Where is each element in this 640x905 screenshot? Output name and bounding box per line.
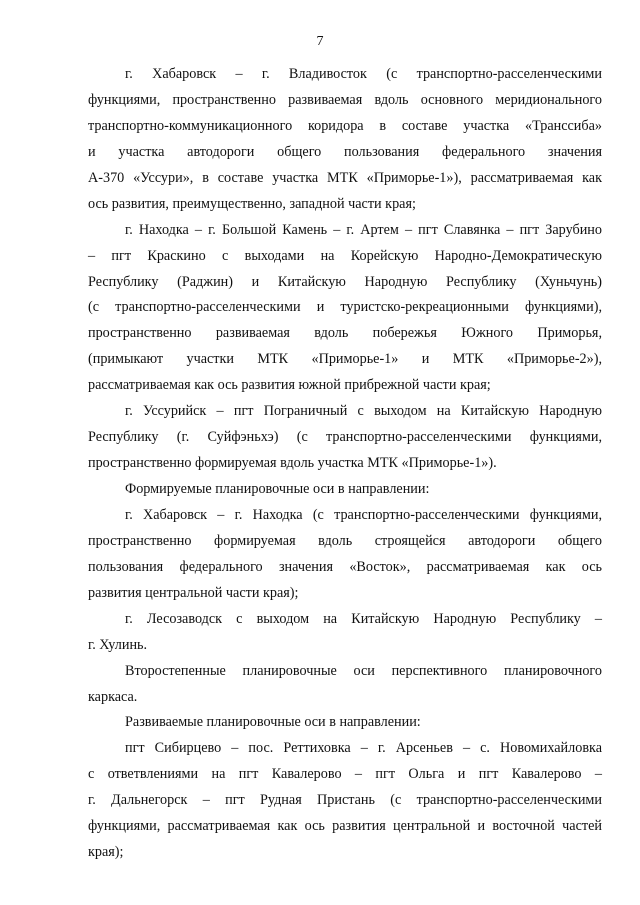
text-line: каркаса. [88, 688, 138, 705]
text-line: транспортно-коммуникационного коридора в составе участка «Транссиба» [88, 117, 602, 134]
text-line: г. Уссурийск – пгт Пограничный с выходом на Китайскую Народную [125, 403, 602, 420]
text-line: функциями, рассматриваемая как ось развития центральной и восточной частей [88, 818, 602, 835]
text-line: Формируемые планировочные оси в направлении: [125, 481, 430, 497]
text-line: функциями, пространственно развиваемая вдоль основного меридионального [88, 91, 602, 108]
text-line: Республику (Раджин) и Китайскую Народную Республику (Хуньчунь) [88, 273, 602, 290]
text-line: с ответвлениями на пгт Кавалерово – пгт Ольга и пгт Кавалерово – [88, 766, 602, 783]
text-line: развития центральной части края); [88, 584, 299, 601]
text-line: пгт Сибирцево – пос. Реттиховка – г. Арсеньев – с. Новомихайловка [125, 740, 602, 757]
body-text [88, 62, 602, 866]
text-line: Республику (г. Суйфэньхэ) (с транспортно-расселенческими функциями, [88, 429, 602, 446]
text-line: А-370 «Уссури», в составе участка МТК «Приморье-1»), рассматриваемая как [88, 169, 602, 186]
text-line: г. Хабаровск – г. Находка (с транспортно-расселенческими функциями, [125, 506, 602, 523]
text-line: пространственно развиваемая вдоль побережья Южного Приморья, [88, 325, 602, 342]
text-line: Второстепенные планировочные оси перспективного планировочного [125, 662, 602, 679]
text-line: пространственно формируемая вдоль участка МТК «Приморье-1»). [88, 455, 497, 472]
text-line: г. Хабаровск – г. Владивосток (с транспортно-расселенческими [125, 66, 602, 82]
text-line: Развиваемые планировочные оси в направлении: [125, 714, 421, 731]
text-line: края); [88, 844, 124, 861]
text-line: – пгт Краскино с выходами на Корейскую Народно-Демократическую [88, 247, 602, 264]
text-line: г. Находка – г. Большой Камень – г. Артем – пгт Славянка – пгт Зарубино [125, 221, 602, 238]
text-line: рассматриваемая как ось развития южной прибрежной части края; [88, 377, 491, 394]
text-line: ось развития, преимущественно, западной части края; [88, 195, 416, 212]
text-line: пользования федерального значения «Восток», рассматриваемая как ось [88, 558, 602, 575]
text-line: г. Дальнегорск – пгт Рудная Пристань (с транспортно-расселенческими [88, 792, 602, 809]
text-line: г. Лесозаводск с выходом на Китайскую Народную Республику – [125, 610, 602, 627]
text-line: пространственно формируемая вдоль строящейся автодороги общего [88, 532, 602, 549]
text-line: г. Хулинь. [88, 636, 148, 653]
text-line: (примыкают участки МТК «Приморье-1» и МТК «Приморье-2»), [88, 351, 602, 368]
text-line: и участка автодороги общего пользования федерального значения [88, 143, 602, 160]
text-line: (с транспортно-расселенческими и туристско-рекреационными функциями), [88, 299, 602, 316]
page-number: 7 [316, 34, 324, 49]
